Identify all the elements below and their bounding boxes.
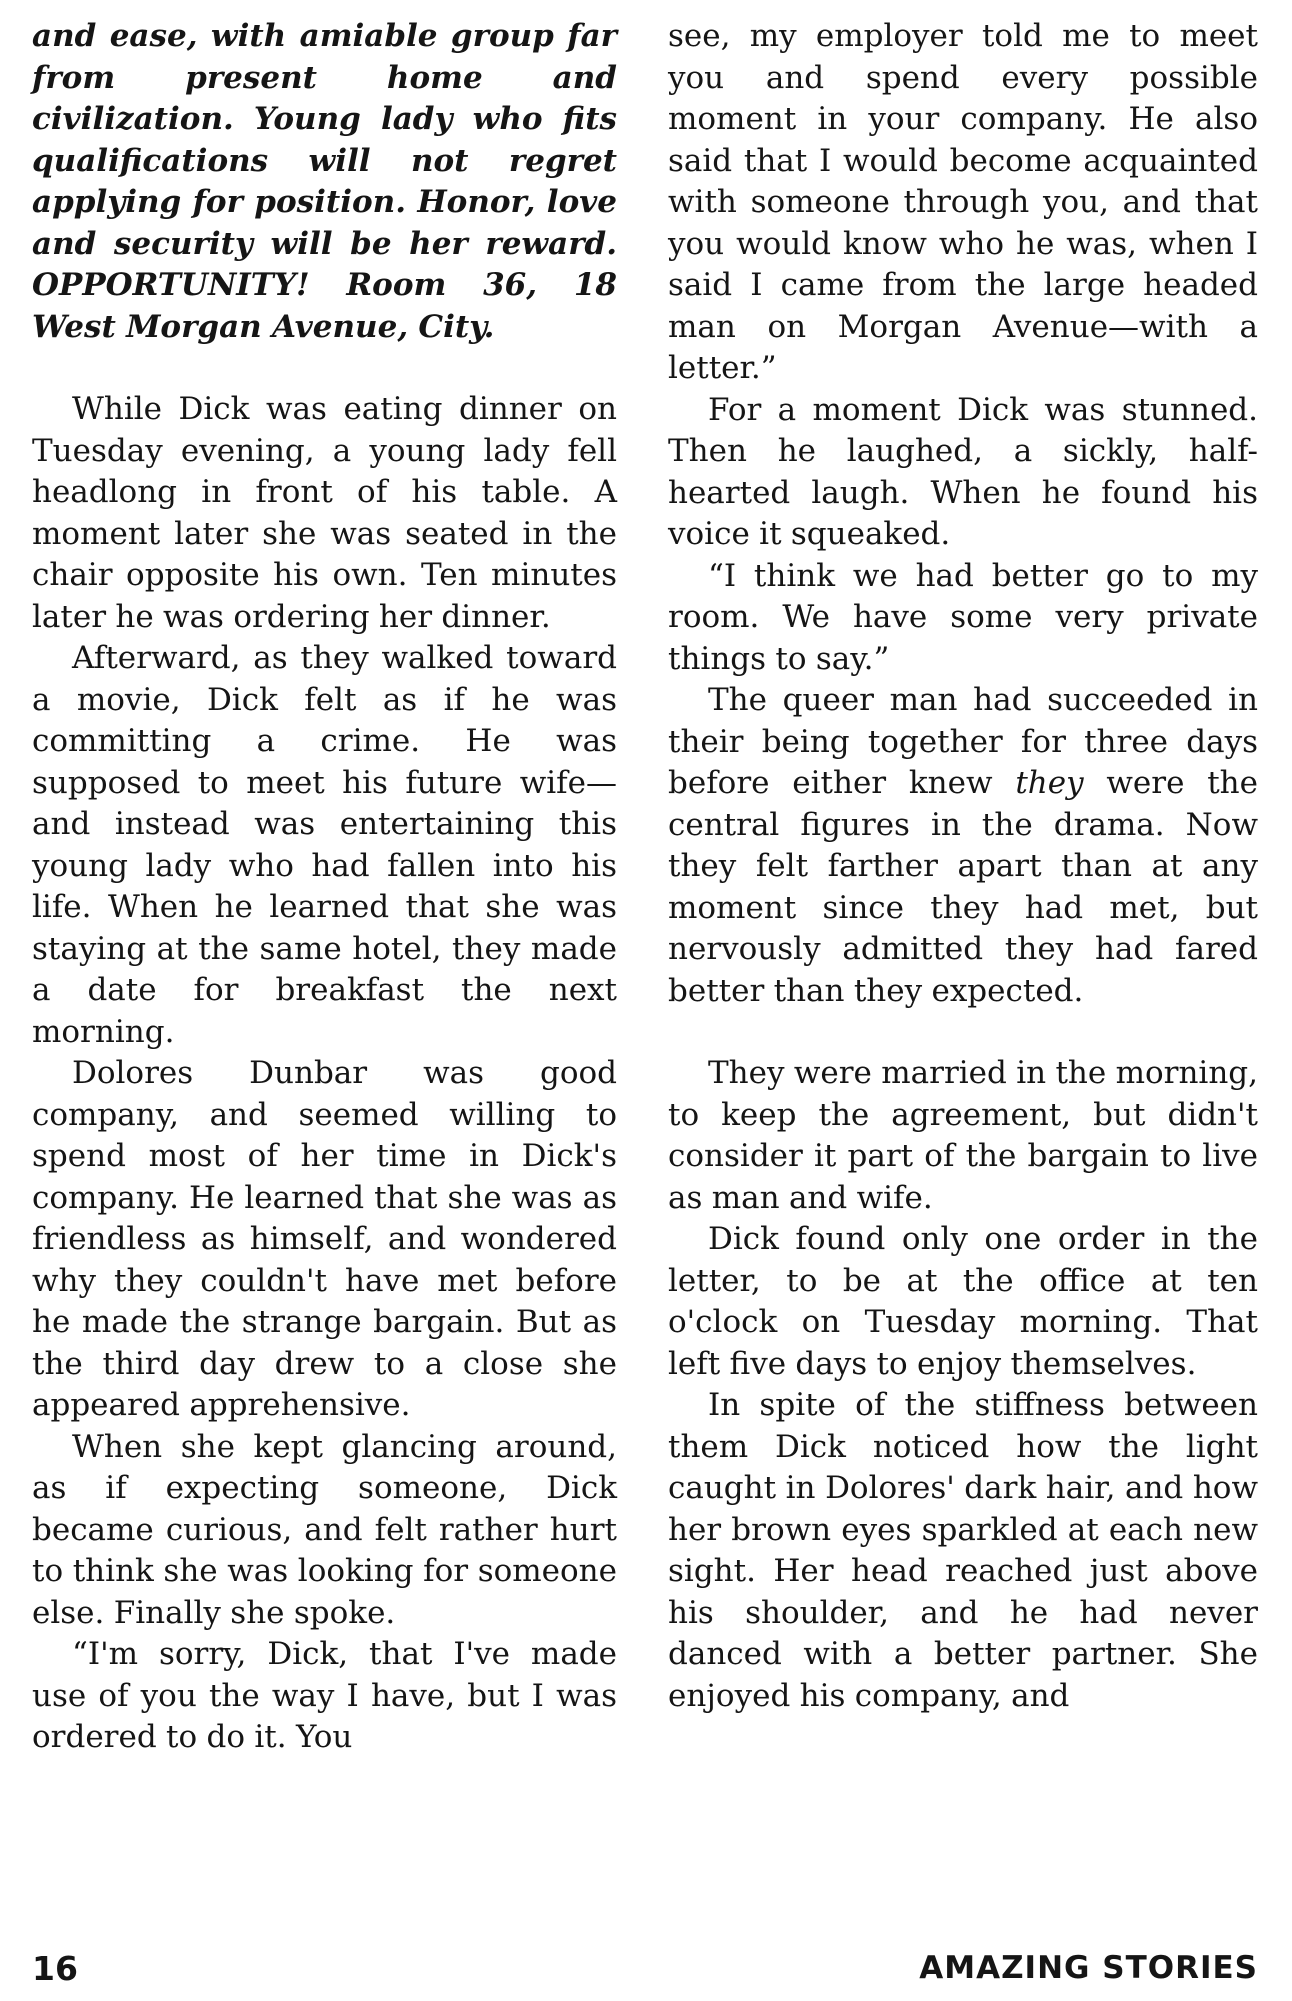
emphasized-word: they <box>1015 765 1084 801</box>
story-paragraph: While Dick was eating dinner on Tuesday evening, a young lady fell headlong in front of his table. A moment later she was seated in the chair opposite his own. Ten minutes later he was ordering her dinner. <box>32 391 617 635</box>
page-number: 16 <box>32 1948 78 1988</box>
story-paragraph <box>668 680 1258 1012</box>
text-run: were the central figures in the drama. Now they felt farther apart than at any moment since they had met, but nervously admitted they had fared better than they expected. <box>668 765 1258 1009</box>
story-paragraph: For a moment Dick was stunned. Then he laughed, a sickly, half-hearted laugh. When he found his voice it squeaked. <box>668 391 1258 552</box>
story-paragraph: Dolores Dunbar was good company, and seemed willing to spend most of her time in Dick's company. He learned that she was as friendless as himself, and wondered why they couldn't have met before he made the strange bargain. But as the third day drew to a close she appeared apprehensive. <box>32 1055 617 1423</box>
magazine-name: AMAZING STORIES <box>919 1950 1258 1986</box>
page-footer <box>32 1946 1258 1990</box>
right-column <box>668 16 1258 1717</box>
story-paragraph: When she kept glancing around, as if expecting someone, Dick became curious, and felt rather hurt to think she was looking for someone else. Finally she spoke. <box>32 1428 617 1631</box>
left-column <box>32 16 617 1759</box>
classified-ad-text: and ease, with amiable group far from present home and civilization. Young lady who fits qualifications will not regret applying for position. Honor, love and security will be her reward. OPPORTUNITY! Room 36, 18 West Morgan Avenue, City. <box>32 18 617 345</box>
story-paragraph-continued: see, my employer told me to meet you and spend every possible moment in your company. He also said that I would become acquainted with someone through you, and that you would know who he was, when I said I came from the large headed man on Morgan Avenue—with a letter.” <box>668 18 1258 386</box>
story-paragraph: They were married in the morning, to keep the agreement, but didn't consider it part of the bargain to live as man and wife. <box>668 1055 1259 1216</box>
story-paragraph: Dick found only one order in the letter, to be at the office at ten o'clock on Tuesday morning. That left five days to enjoy themselves. <box>668 1221 1258 1382</box>
story-paragraph: “I'm sorry, Dick, that I've made use of you the way I have, but I was ordered to do it. You <box>32 1636 617 1755</box>
text-run: The queer man had succeeded in their being together for three days before either knew <box>668 682 1258 801</box>
story-paragraph: In spite of the stiffness between them Dick noticed how the light caught in Dolores' dark hair, and how her brown eyes sparkled at each new sight. Her head reached just above his shoulder, and he had never danced with a better partner. She enjoyed his company, and <box>668 1387 1258 1714</box>
story-paragraph: Afterward, as they walked toward a movie, Dick felt as if he was committing a crime. He was supposed to meet his future wife—and instead was entertaining this young lady who had fallen into his life. When he learned that she was staying at the same hotel, they made a date for breakfast the next morning. <box>32 640 617 1050</box>
story-paragraph: “I think we had better go to my room. We have some very private things to say.” <box>668 557 1258 677</box>
